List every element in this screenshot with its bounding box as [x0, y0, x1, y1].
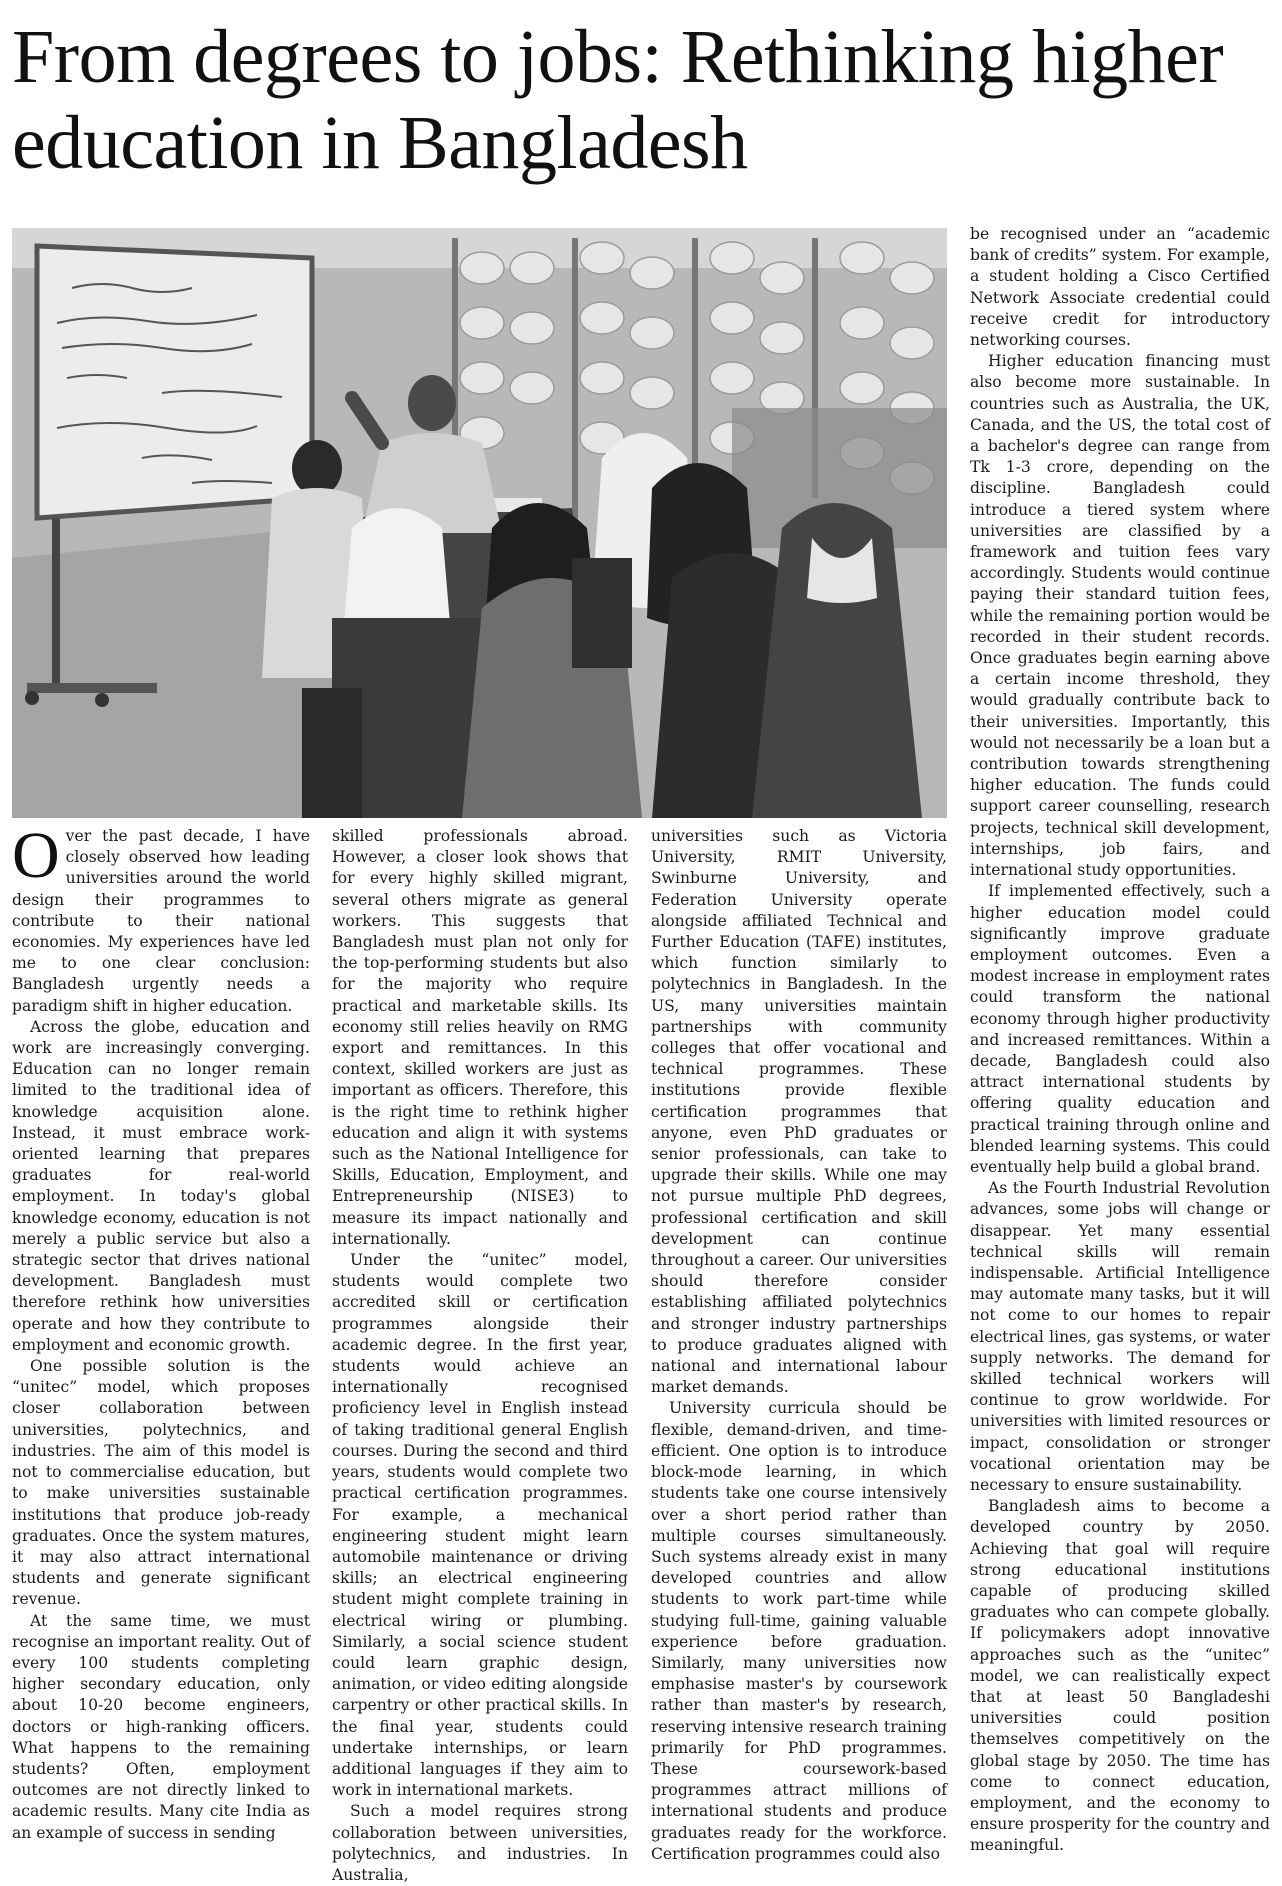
article-column-2 — [332, 826, 628, 1886]
paragraph: skilled professionals abroad. However, a closer look shows that for every highly skilled migrant, several others migrate as general workers. This suggests that Bangladesh must plan not only for the top-performing students but also for the majority who require practical and marketable skills. Its economy still relies heavily on RMG export and remittances. In this context, skilled workers are just as important as officers. Therefore, this is the right time to rethink higher education and align it with systems such as the National Intelligence for Skills, Education, Employment, and Entrepreneurship (NISE3) to measure its impact nationally and internationally. — [332, 827, 628, 1248]
paragraph: If implemented effectively, such a higher education model could significantly improve graduate employment outcomes. Even a modest increase in employment rates could transform the national economy through higher productivity and increased remittances. Within a decade, Bangladesh could also attract international students by offering quality education and practical training through online and blended learning systems. This could eventually help build a global brand. — [970, 882, 1270, 1176]
paragraph: be recognised under an “academic bank of credits” system. For example, a student holding a Cisco Certified Network Associate credential could receive credit for introductory networking courses. — [970, 225, 1270, 350]
paragraph: At the same time, we must recognise an important reality. Out of every 100 students completing higher secondary education, only about 10-20 become engineers, doctors or high-ranking officers. What happens to the remaining students? Often, employment outcomes are not directly linked to academic results. Many cite India as an example of success in sending — [12, 1611, 310, 1842]
classroom-photo — [12, 228, 947, 818]
article-column-3 — [651, 826, 947, 1865]
paragraph: Across the globe, education and work are increasingly converging. Education can no longer remain limited to the traditional idea of knowledge acquisition alone. Instead, it must embrace work-oriented learning that prepares graduates for real-world employment. In today's global knowledge economy, education is not merely a public service but also a strategic sector that drives national development. Bangladesh must therefore rethink how universities operate and how they contribute to employment and economic growth. — [12, 1017, 310, 1354]
drop-cap: O — [12, 819, 60, 892]
paragraph: Such a model requires strong collaboration between universities, polytechnics, and industries. In Australia, — [332, 1802, 628, 1884]
paragraph: As the Fourth Industrial Revolution advances, some jobs will change or disappear. Yet many essential technical skills will remain indispensable. Artificial Intelligence may automate many tasks, but it will not come to our homes to repair electrical lines, gas systems, or water supply networks. The demand for skilled technical workers will continue to grow worldwide. For universities with limited resources or impact, consolidation or stronger vocational orientation may be necessary to ensure sustainability. — [970, 1179, 1270, 1494]
paragraph-text: ver the past decade, I have closely observed how leading universities around the world design their programmes to contribute to their national economies. My experiences have led me to one clear conclusion: Bangladesh urgently needs a paradigm shift in higher education. — [12, 827, 310, 1015]
article-column-1 — [12, 819, 310, 1844]
headline: From degrees to jobs: Rethinking higher education in Bangladesh — [12, 15, 1224, 185]
paragraph: Under the “unitec” model, students would complete two accredited skill or certification programmes alongside their academic degree. In the first year, students would achieve an internationally recognised proficiency level in English instead of taking traditional general English courses. During the second and third years, students would complete two practical certification programmes. For example, a mechanical engineering student might learn automobile maintenance or driving skills; an electrical engineering student might complete training in electrical wiring or plumbing. Similarly, a social science student could learn graphic design, animation, or video editing alongside carpentry or other practical skills. In the final year, students could undertake internships, or learn additional languages if they aim to work in international markets. — [332, 1251, 628, 1800]
classroom-photo-illustration — [12, 228, 947, 818]
article-column-4 — [970, 224, 1270, 1857]
paragraph: One possible solution is the “unitec” model, which proposes closer collaboration between universities, polytechnics, and industries. The aim of this model is not to commercialise education, but to make universities sustainable institutions that produce job-ready graduates. Once the system matures, it may also attract international students and generate significant revenue. — [12, 1357, 310, 1609]
paragraph: Bangladesh aims to become a developed country by 2050. Achieving that goal will require strong educational institutions capable of producing skilled graduates who can compete globally. If policymakers adopt innovative approaches such as the “unitec” model, we can realistically expect that at least 50 Bangladeshi universities could position themselves competitively on the global stage by 2050. The time has come to connect education, employment, and the economy to ensure prosperity for the country and meaningful. — [970, 1497, 1270, 1855]
paragraph — [12, 819, 310, 1017]
paragraph: University curricula should be flexible, demand-driven, and time-efficient. One option is to introduce block-mode learning, in which students take one course intensively over a short period rather than multiple courses simultaneously. Such systems already exist in many developed countries and allow students to work part-time while studying full-time, gaining valuable experience before graduation. Similarly, many universities now emphasise master's by coursework rather than master's by research, reserving intensive research training primarily for PhD programmes. These coursework-based programmes attract millions of international students and produce graduates ready for the workforce. Certification programmes could also — [651, 1399, 947, 1863]
paragraph: Higher education financing must also become more sustainable. In countries such as Australia, the UK, Canada, and the US, the total cost of a bachelor's degree can range from Tk 1-3 crore, depending on the discipline. Bangladesh could introduce a tiered system where universities are classified by a framework and tuition fees vary accordingly. Students would continue paying their standard tuition fees, while the remaining portion would be recorded in their student records. Once graduates begin earning above a certain income threshold, they would gradually contribute back to their universities. Importantly, this would not necessarily be a loan but a contribution towards strengthening higher education. The funds could support career counselling, research projects, technical skill development, internships, job fairs, and international study opportunities. — [970, 352, 1270, 880]
paragraph: universities such as Victoria University, RMIT University, Swinburne University, and Federation University operate alongside affiliated Technical and Further Education (TAFE) institutes, which function similarly to polytechnics in Bangladesh. In the US, many universities maintain partnerships with community colleges that offer vocational and technical programmes. These institutions provide flexible certification programmes that anyone, even PhD graduates or senior professionals, can take to upgrade their skills. While one may not pursue multiple PhD degrees, professional certification and skill development can continue throughout a career. Our universities should therefore consider establishing affiliated polytechnics and stronger industry partnerships to produce graduates aligned with national and international labour market demands. — [651, 827, 947, 1397]
